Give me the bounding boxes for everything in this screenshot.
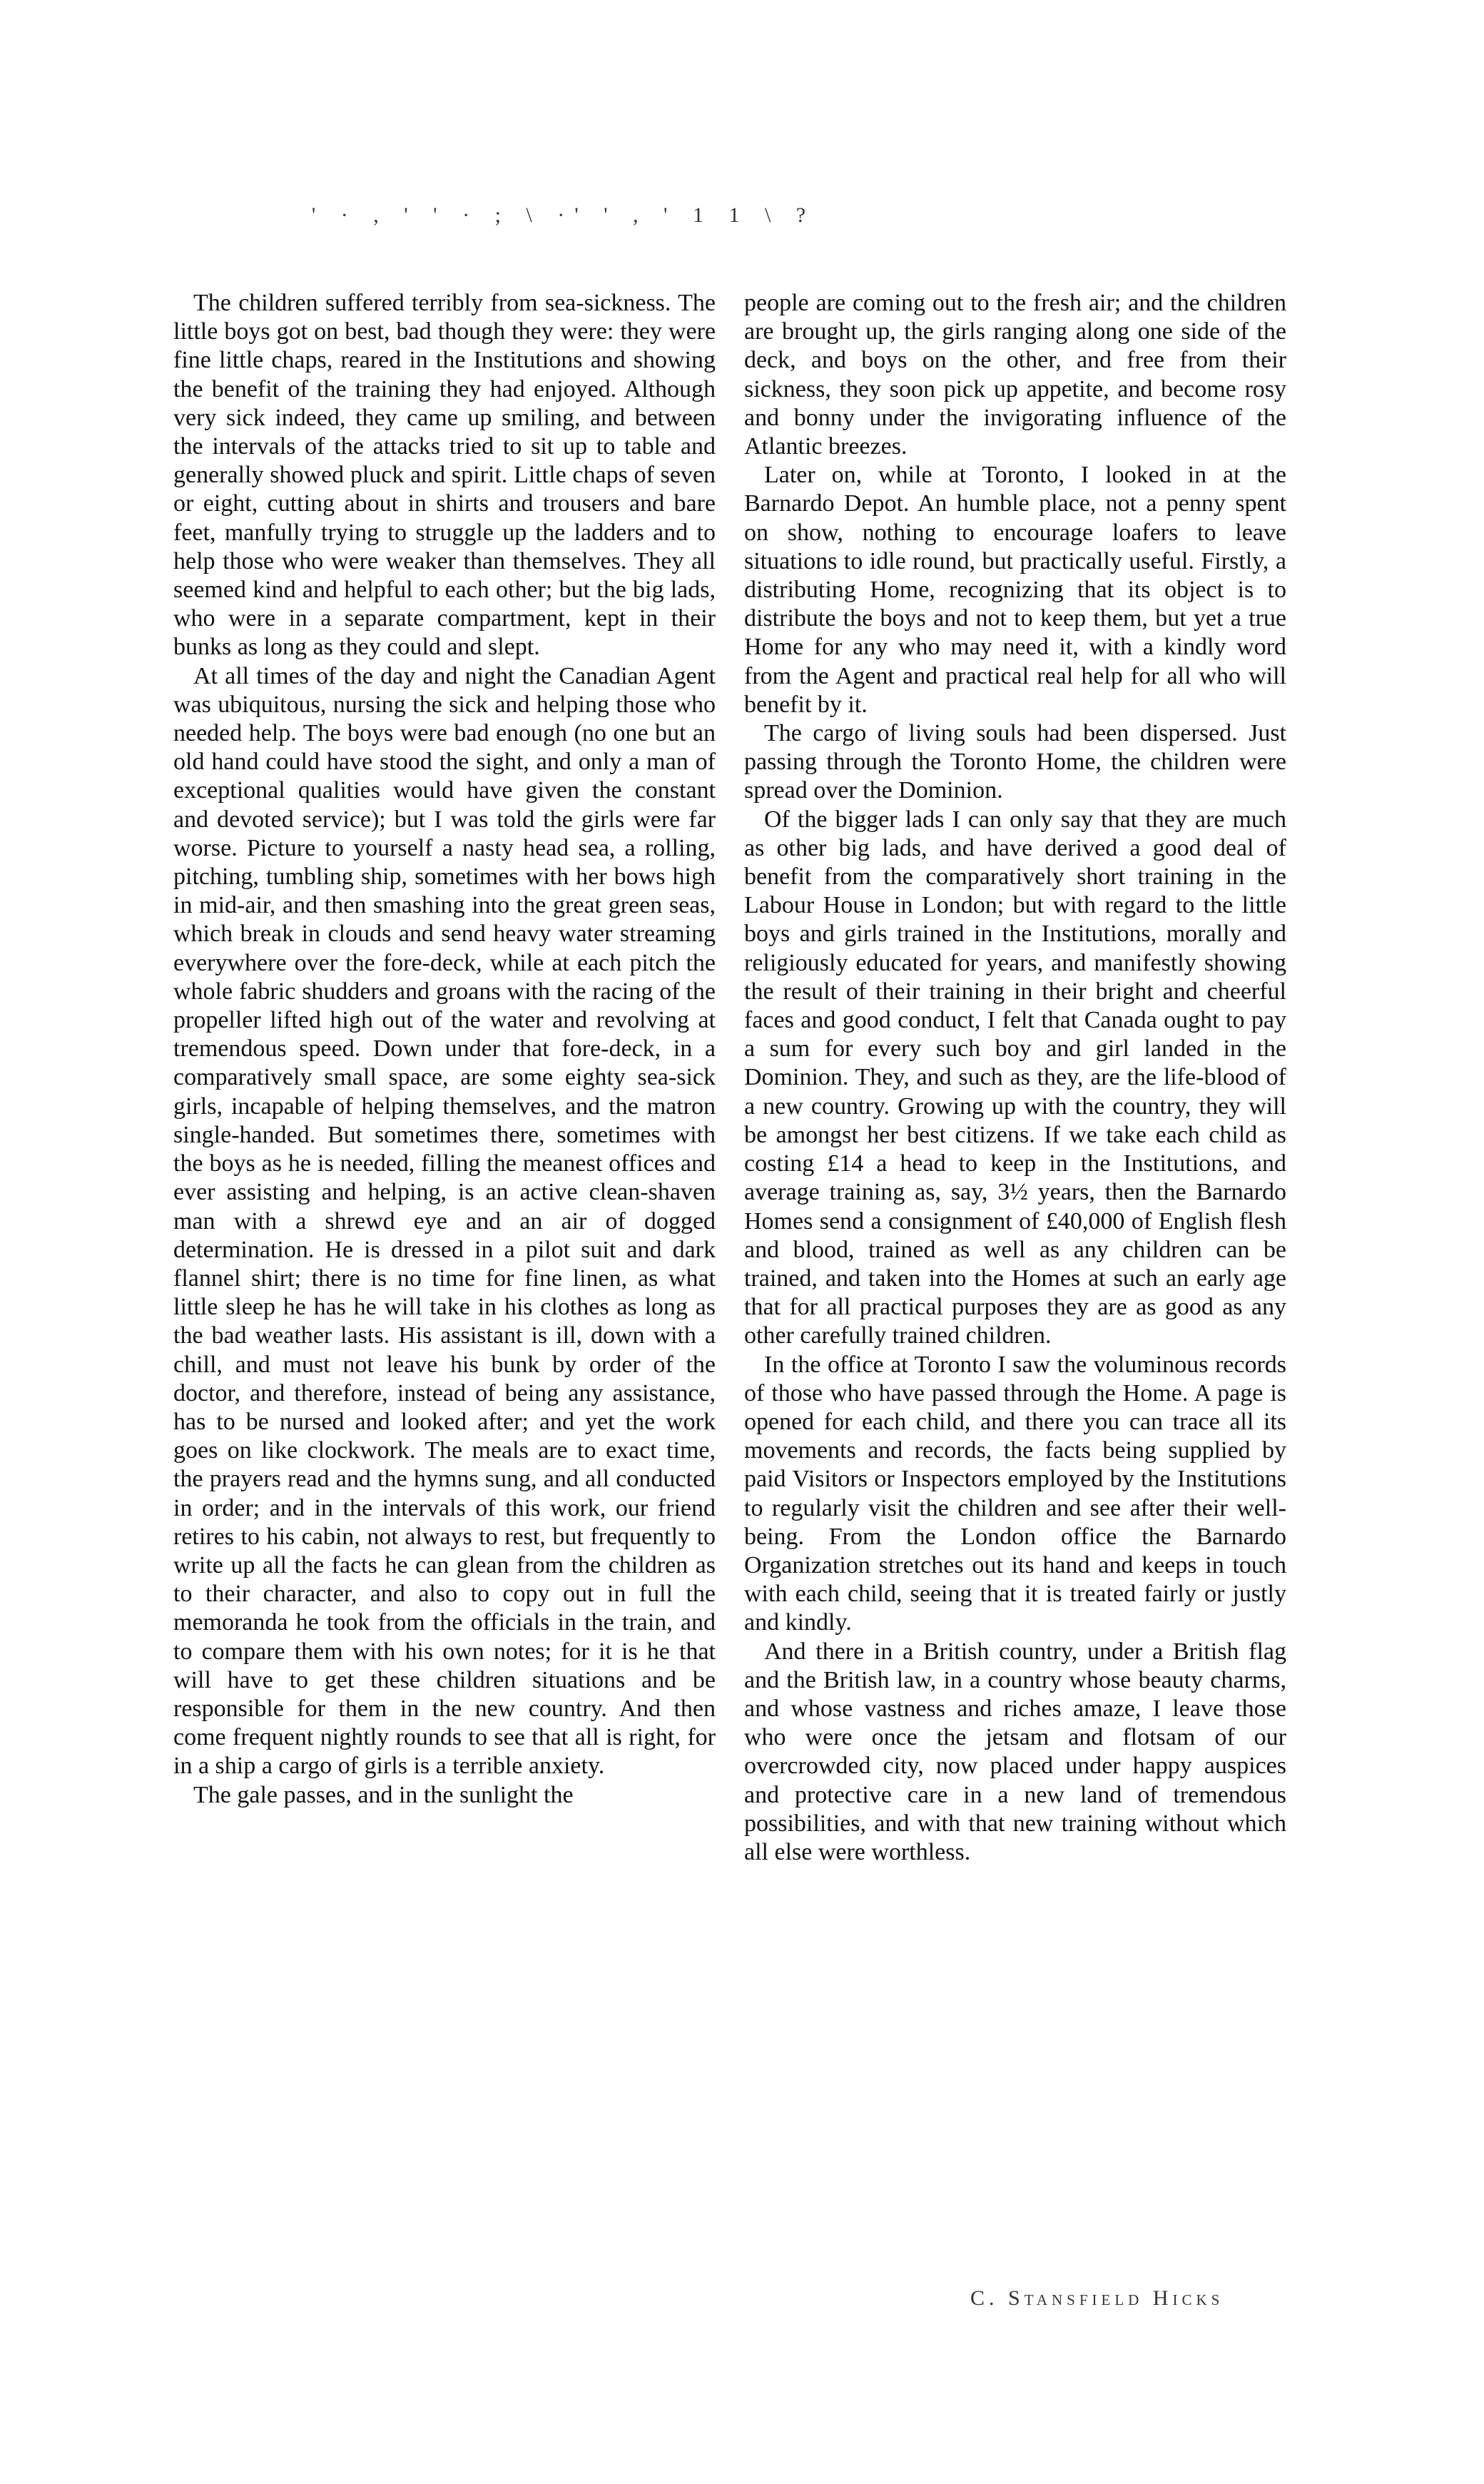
running-header: ' · , ' ' · ; \ ·' ' , ' 1 1 \ ? [311, 203, 816, 227]
left-column [173, 289, 716, 1810]
paragraph: The gale passes, and in the sunlight the [193, 1781, 574, 1808]
author-signature: C. Stansfield Hicks [970, 2286, 1224, 2310]
paragraph: The children suffered terribly from sea-sickness. The little boys got on best, bad though they were: they were fine little chaps, reared in the Institutions and showing the benefit of the training they had enjoyed. Although very sick indeed, they came up smiling, and between the intervals of the attacks tried to sit up to table and generally showed pluck and spirit. Little chaps of seven or eight, cutting about in shirts and trousers and bare feet, manfully trying to struggle up the ladders and to help those who were weaker than themselves. They all seemed kind and helpful to each other; but the big lads, who were in a separate compartment, kept in their bunks as long as they could and slept. [173, 290, 716, 661]
paragraph: The cargo of living souls had been dispersed. Just passing through the Toronto Home, the children were spread over the Dominion. [744, 720, 1286, 804]
paragraph: people are coming out to the fresh air; and the children are brought up, the girls ranging along one side of the deck, and boys on the other, and free from their sickness, they soon pick up appetite, and become rosy and bonny under the invigorating influence of the Atlantic breezes. [744, 290, 1286, 460]
paragraph: Later on, while at Toronto, I looked in at the Barnardo Depot. An humble place, not a penny spent on show, nothing to encourage loafers to leave situations to idle round, but practically useful. Firstly, a distributing Home, recognizing that its object is to distribute the boys and not to keep them, but yet a true Home for any who may need it, with a kindly word from the Agent and practical real help for all who will benefit by it. [744, 462, 1286, 718]
paragraph: Of the bigger lads I can only say that they are much as other big lads, and have derived a good deal of benefit from the comparatively short training in the Labour House in London; but with regard to the little boys and girls trained in the Institutions, morally and religiously educated for years, and manifestly showing the result of their training in their bright and cheerful faces and good conduct, I felt that Canada ought to pay a sum for every such boy and girl landed in the Dominion. They, and such as they, are the life-blood of a new country. Growing up with the country, they will be amongst her best citizens. If we take each child as costing £14 a head to keep in the Institutions, and average training as, say, 3½ years, then the Barnardo Homes send a consignment of £40,000 of English flesh and blood, trained as well as any children can be trained, and taken into the Homes at such an early age that for all practical purposes they are as good as any other carefully trained children. [744, 806, 1286, 1349]
paragraph: In the office at Toronto I saw the voluminous records of those who have passed through the Home. A page is opened for each child, and there you can trace all its movements and records, the facts being supplied by paid Visitors or Inspectors employed by the Institutions to regularly visit the children and see after their well-being. From the London office the Barnardo Organization stretches out its hand and keeps in touch with each child, seeing that it is treated fairly or justly and kindly. [744, 1351, 1286, 1636]
right-column [744, 289, 1286, 1867]
paragraph: At all times of the day and night the Canadian Agent was ubiquitous, nursing the sick and helping those who needed help. The boys were bad enough (no one but an old hand could have stood the sight, and only a man of exceptional qualities would have given the constant and devoted service); but I was told the girls were far worse. Picture to yourself a nasty head sea, a rolling, pitching, tumbling ship, sometimes with her bows high in mid-air, and then smashing into the great green seas, which break in clouds and send heavy water streaming everywhere over the fore-deck, while at each pitch the whole fabric shudders and groans with the racing of the propeller lifted high out of the water and revolving at tremendous speed. Down under that fore-deck, in a comparatively small space, are some eighty sea-sick girls, incapable of helping themselves, and the matron single-handed. But sometimes there, sometimes with the boys as he is needed, filling the meanest offices and ever assisting and helping, is an active clean-shaven man with a shrewd eye and an air of dogged determination. He is dressed in a pilot suit and dark flannel shirt; there is no time for fine linen, as what little sleep he has he will take in his clothes as long as the bad weather lasts. His assistant is ill, down with a chill, and must not leave his bunk by order of the doctor, and therefore, instead of being any assistance, has to be nursed and looked after; and yet the work goes on like clockwork. The meals are to exact time, the prayers read and the hymns sung, and all conducted in order; and in the intervals of this work, our friend retires to his cabin, not always to rest, but frequently to write up all the facts he can glean from the children as to their character, and also to copy out in full the memoranda he took from the officials in the train, and to compare them with his own notes; for it is he that will have to get these children situations and be responsible for them in the new country. And then come frequent nightly rounds to see that all is right, for in a ship a cargo of girls is a terrible anxiety. [173, 662, 716, 1780]
paragraph: And there in a British country, under a British flag and the British law, in a country whose beauty charms, and whose vastness and riches amaze, I leave those who were once the jetsam and flotsam of our overcrowded city, now placed under happy auspices and protective care in a new land of tremendous possibilities, and with that new training without which all else were worthless. [744, 1638, 1286, 1865]
